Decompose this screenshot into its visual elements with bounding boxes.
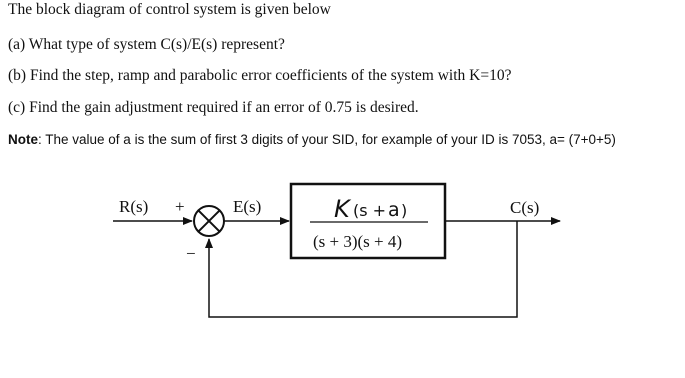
question-c: (c) Find the gain adjustment required if an error of 0.75 is desired. xyxy=(8,99,419,116)
numerator-close: ) xyxy=(401,201,408,220)
denominator: (s + 3)(s + 4) xyxy=(313,232,403,251)
question-b: (b) Find the step, ramp and parabolic error coefficients of the system with K=10? xyxy=(8,67,512,84)
note-label: Note xyxy=(8,132,38,147)
input-label: R(s) xyxy=(119,197,149,216)
numerator-a: a xyxy=(388,199,400,221)
note-text: : The value of a is the sum of first 3 digits of your SID, for example of your ID is 7053, a= (7+0+5) xyxy=(38,132,616,147)
numerator-k: K xyxy=(334,195,350,223)
minus-sign: − xyxy=(186,244,196,263)
error-label: E(s) xyxy=(233,197,262,216)
numerator-rest: (s + xyxy=(353,201,387,220)
question-a: (a) What type of system C(s)/E(s) represent? xyxy=(8,36,285,53)
plus-sign: + xyxy=(175,197,185,216)
output-label: C(s) xyxy=(510,198,540,217)
intro-text: The block diagram of control system is given below xyxy=(8,1,331,18)
summing-junction-icon xyxy=(194,206,224,236)
